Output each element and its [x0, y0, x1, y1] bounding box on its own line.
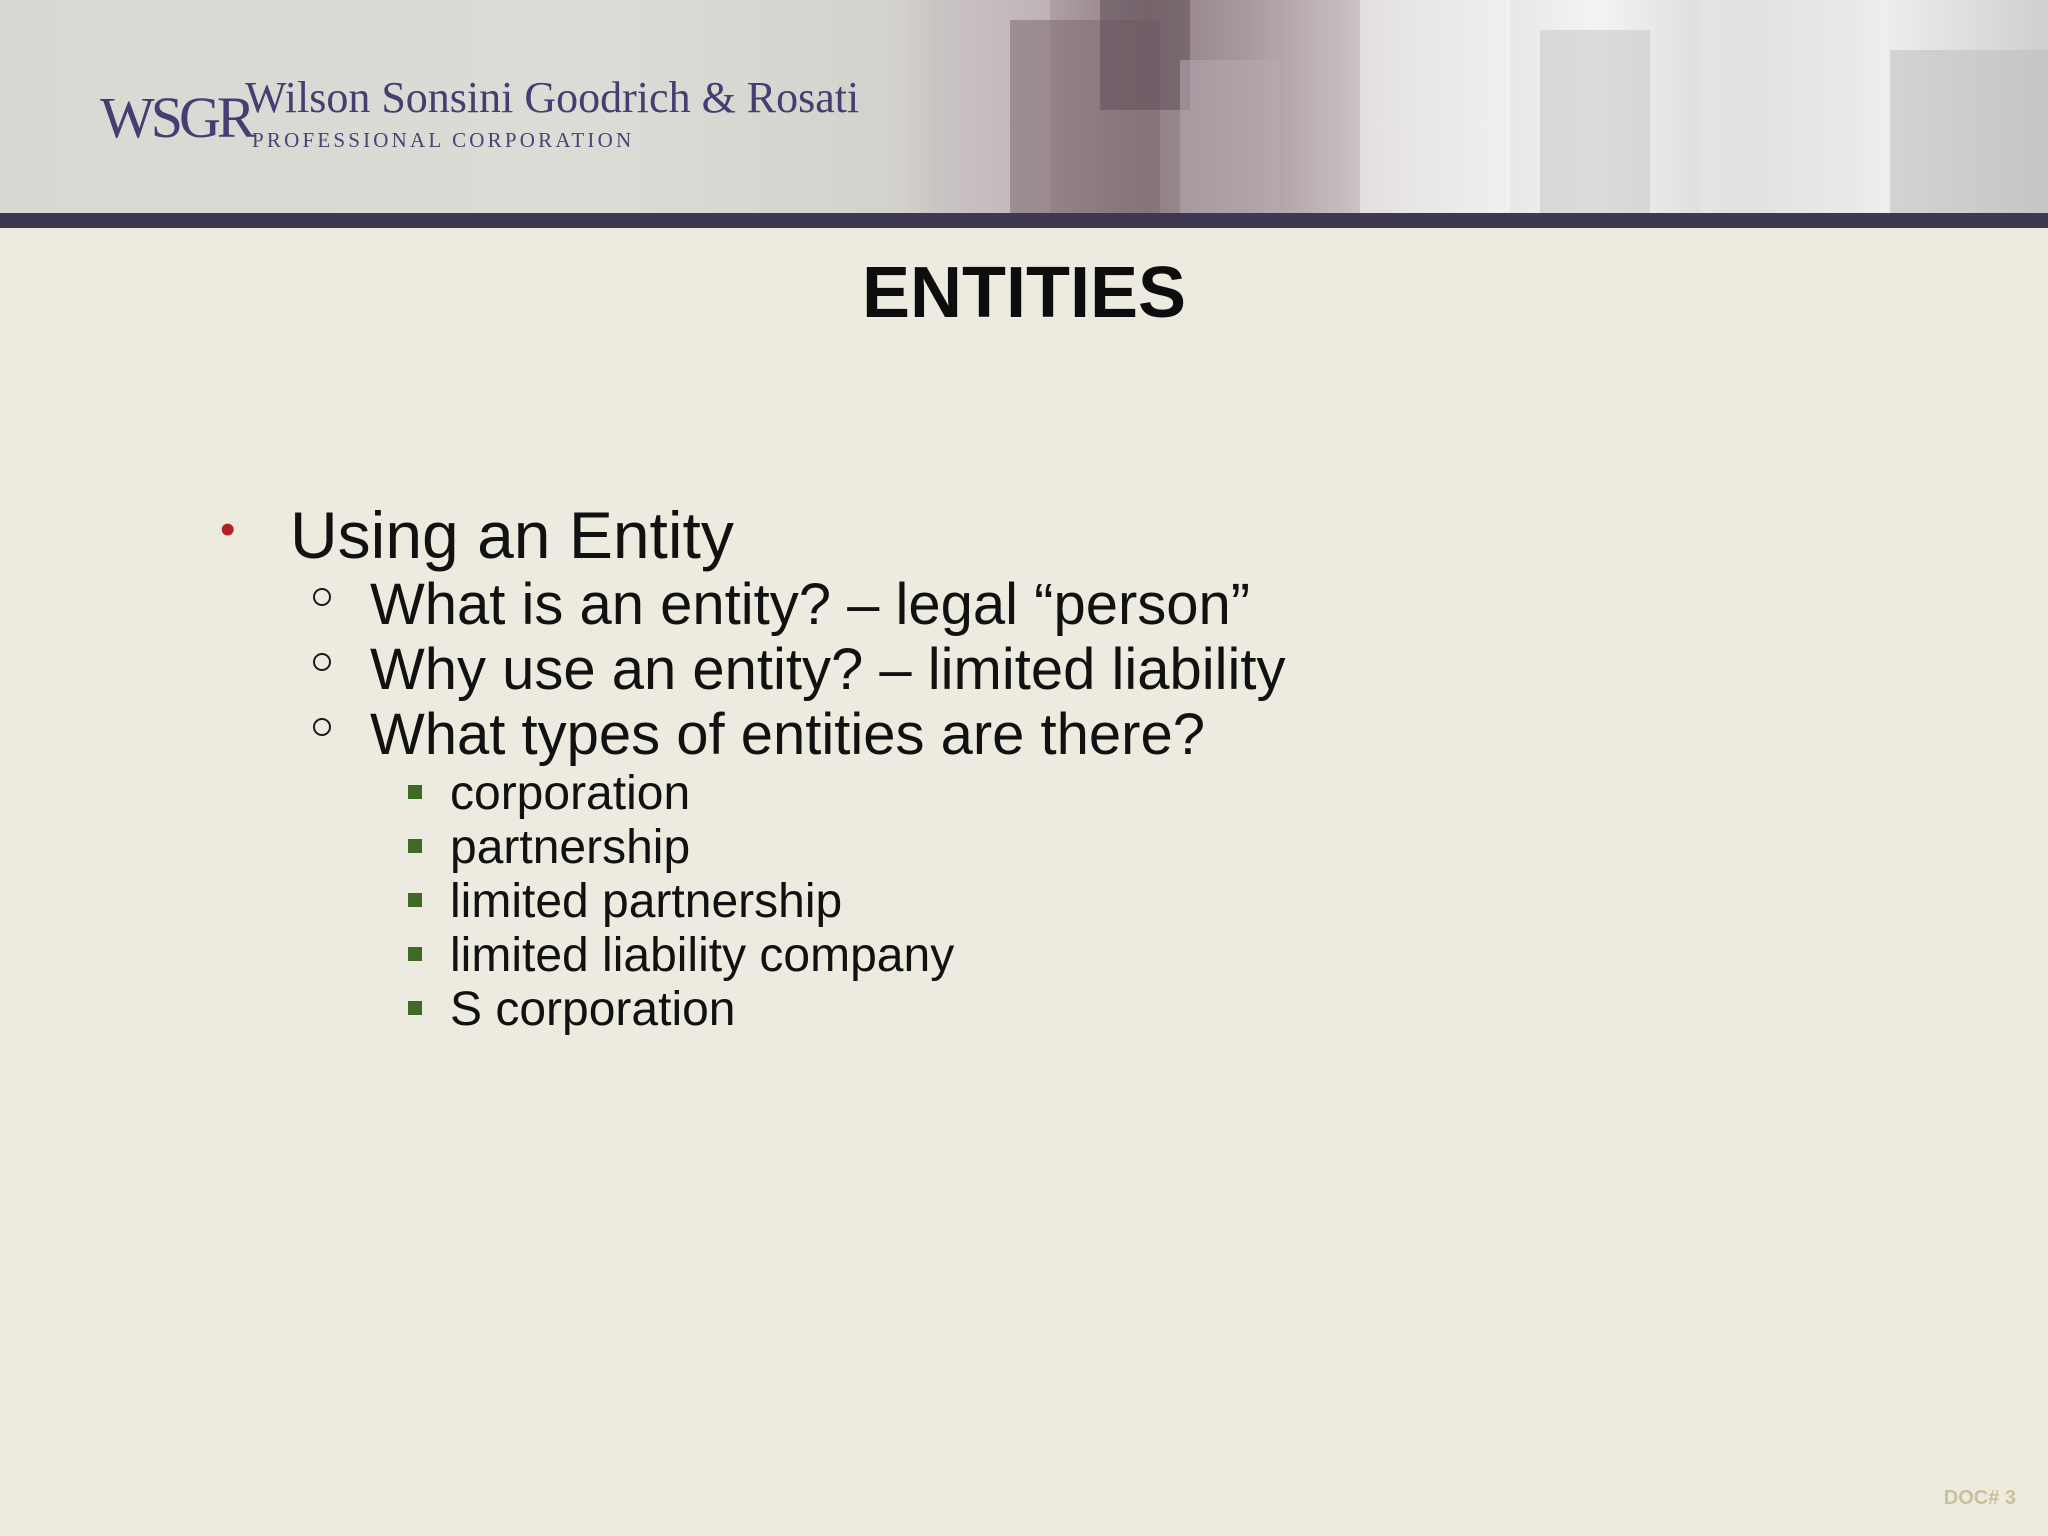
bullet-level2-text: What types of entities are there?: [370, 702, 1205, 767]
logo-monogram: WSGR: [100, 85, 252, 150]
square-bullet-icon: [408, 893, 422, 907]
bullet-dot-icon: •: [220, 505, 236, 554]
hollow-circle-icon: [313, 653, 331, 671]
square-bullet-icon: [408, 785, 422, 799]
bullet-level2-text: What is an entity? – legal “person”: [370, 572, 1251, 637]
bullet-level3-text: S corporation: [450, 983, 736, 1036]
bullet-level3-text: limited partnership: [450, 875, 843, 928]
hollow-circle-icon: [313, 718, 331, 736]
bullet-level3-text: corporation: [450, 767, 691, 820]
hollow-circle-icon: [313, 588, 331, 606]
document-number: DOC# 3: [1943, 1487, 2016, 1509]
square-bullet-icon: [408, 947, 422, 961]
bullet-level3-text: partnership: [450, 821, 691, 874]
square-bullet-icon: [408, 1001, 422, 1015]
bullet-level3-text: limited liability company: [450, 929, 955, 982]
bullet-level1-text: Using an Entity: [290, 498, 734, 572]
firm-subtitle: PROFESSIONAL CORPORATION: [252, 128, 635, 152]
firm-name: Wilson Sonsini Goodrich & Rosati: [245, 73, 860, 122]
square-bullet-icon: [408, 839, 422, 853]
slide-title: ENTITIES: [861, 253, 1187, 333]
bullet-level2-text: Why use an entity? – limited liability: [370, 637, 1286, 702]
